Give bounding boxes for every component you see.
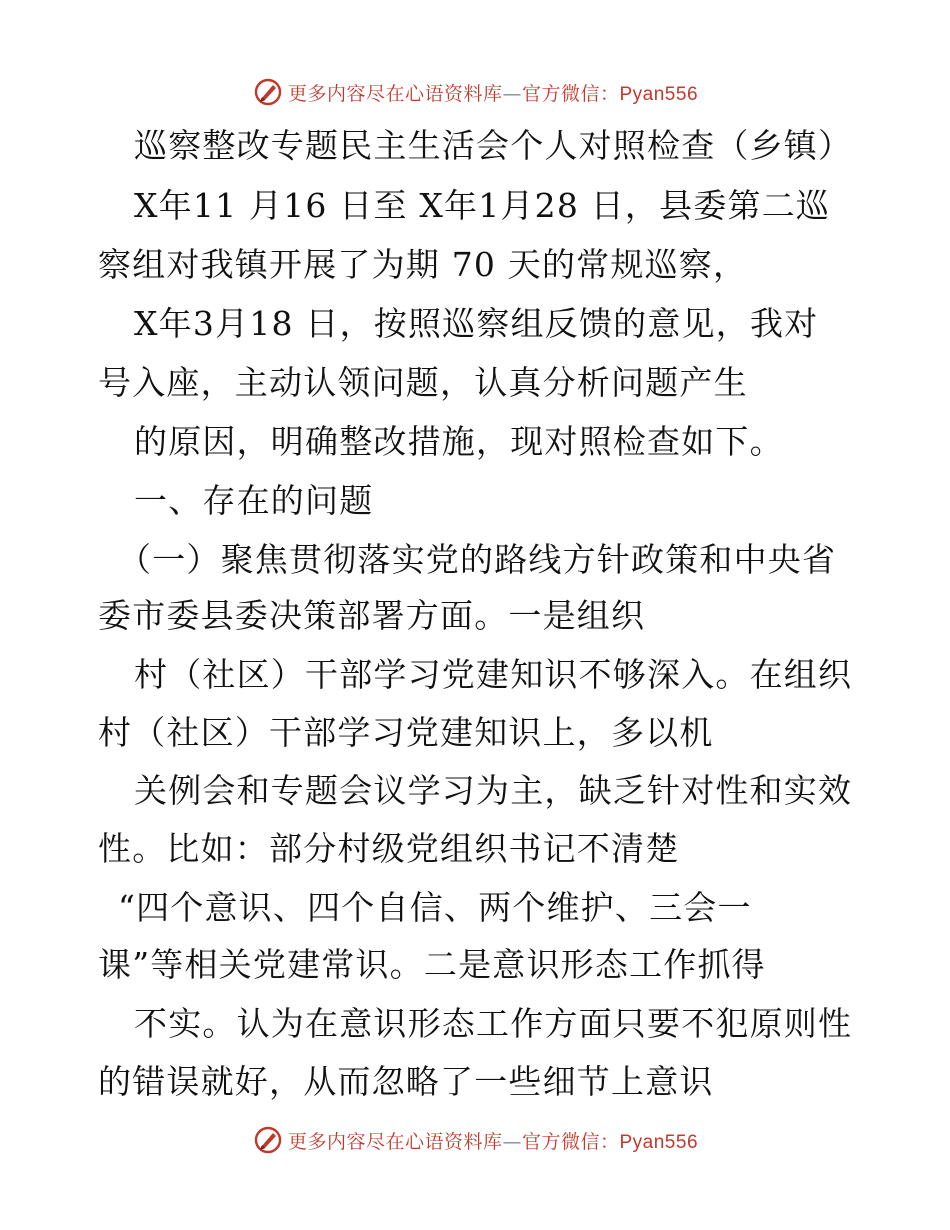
watermark-footer bbox=[0, 1122, 950, 1158]
paragraph-line: 村（社区）干部学习党建知识上，多以机 bbox=[98, 713, 714, 752]
watermark-brand: 更多内容尽在心语资料库 bbox=[287, 82, 503, 105]
subsection-heading: （一）聚焦贯彻落实党的路线方针政策和中央省 bbox=[118, 540, 837, 579]
paragraph-line: 性。比如：部分村级党组织书记不清楚 bbox=[98, 829, 680, 868]
paragraph-line: 不实。认为在意识形态工作方面只要不犯原则性 bbox=[134, 1004, 853, 1043]
watermark-dash: — bbox=[502, 1130, 522, 1153]
paragraph-line: 课”等相关党建常识。二是意识形态工作抓得 bbox=[98, 945, 766, 984]
pen-logo-icon bbox=[252, 1124, 284, 1156]
watermark-text bbox=[288, 1127, 698, 1154]
watermark-brand: 更多内容尽在心语资料库 bbox=[287, 1130, 503, 1153]
paragraph-line: 委市委县委决策部署方面。一是组织 bbox=[98, 596, 646, 635]
paragraph-line: “四个意识、四个自信、两个维护、三会一 bbox=[118, 888, 752, 927]
section-heading: 一、存在的问题 bbox=[134, 481, 374, 520]
watermark-contact-label: 官方微信： bbox=[521, 82, 620, 105]
paragraph-line: 察组对我镇开展了为期 70 天的常规巡察， bbox=[98, 245, 748, 284]
paragraph-line: 号入座，主动认领问题，认真分析问题产生 bbox=[98, 363, 748, 402]
document-title: 巡察整改专题民主生活会个人对照检查（乡镇） bbox=[134, 126, 853, 165]
paragraph-line: X年3月18 日，按照巡察组反馈的意见，我对 bbox=[134, 304, 819, 343]
pen-logo-icon bbox=[252, 76, 284, 108]
paragraph-line: X年11 月16 日至 X年1月28 日，县委第二巡 bbox=[134, 186, 831, 225]
paragraph-line: 的错误就好，从而忽略了一些细节上意识 bbox=[98, 1062, 714, 1101]
watermark-dash: — bbox=[502, 82, 522, 105]
paragraph-line: 的原因，明确整改措施，现对照检查如下。 bbox=[134, 422, 784, 461]
paragraph-line: 村（社区）干部学习党建知识不够深入。在组织 bbox=[134, 655, 853, 694]
paragraph-line: 关例会和专题会议学习为主，缺乏针对性和实效 bbox=[134, 771, 853, 810]
watermark-contact-id: Pyan556 bbox=[619, 1131, 699, 1153]
watermark-contact-id: Pyan556 bbox=[619, 83, 699, 105]
watermark-contact-label: 官方微信： bbox=[521, 1130, 620, 1153]
watermark-header bbox=[0, 74, 950, 110]
watermark-text bbox=[288, 79, 698, 106]
